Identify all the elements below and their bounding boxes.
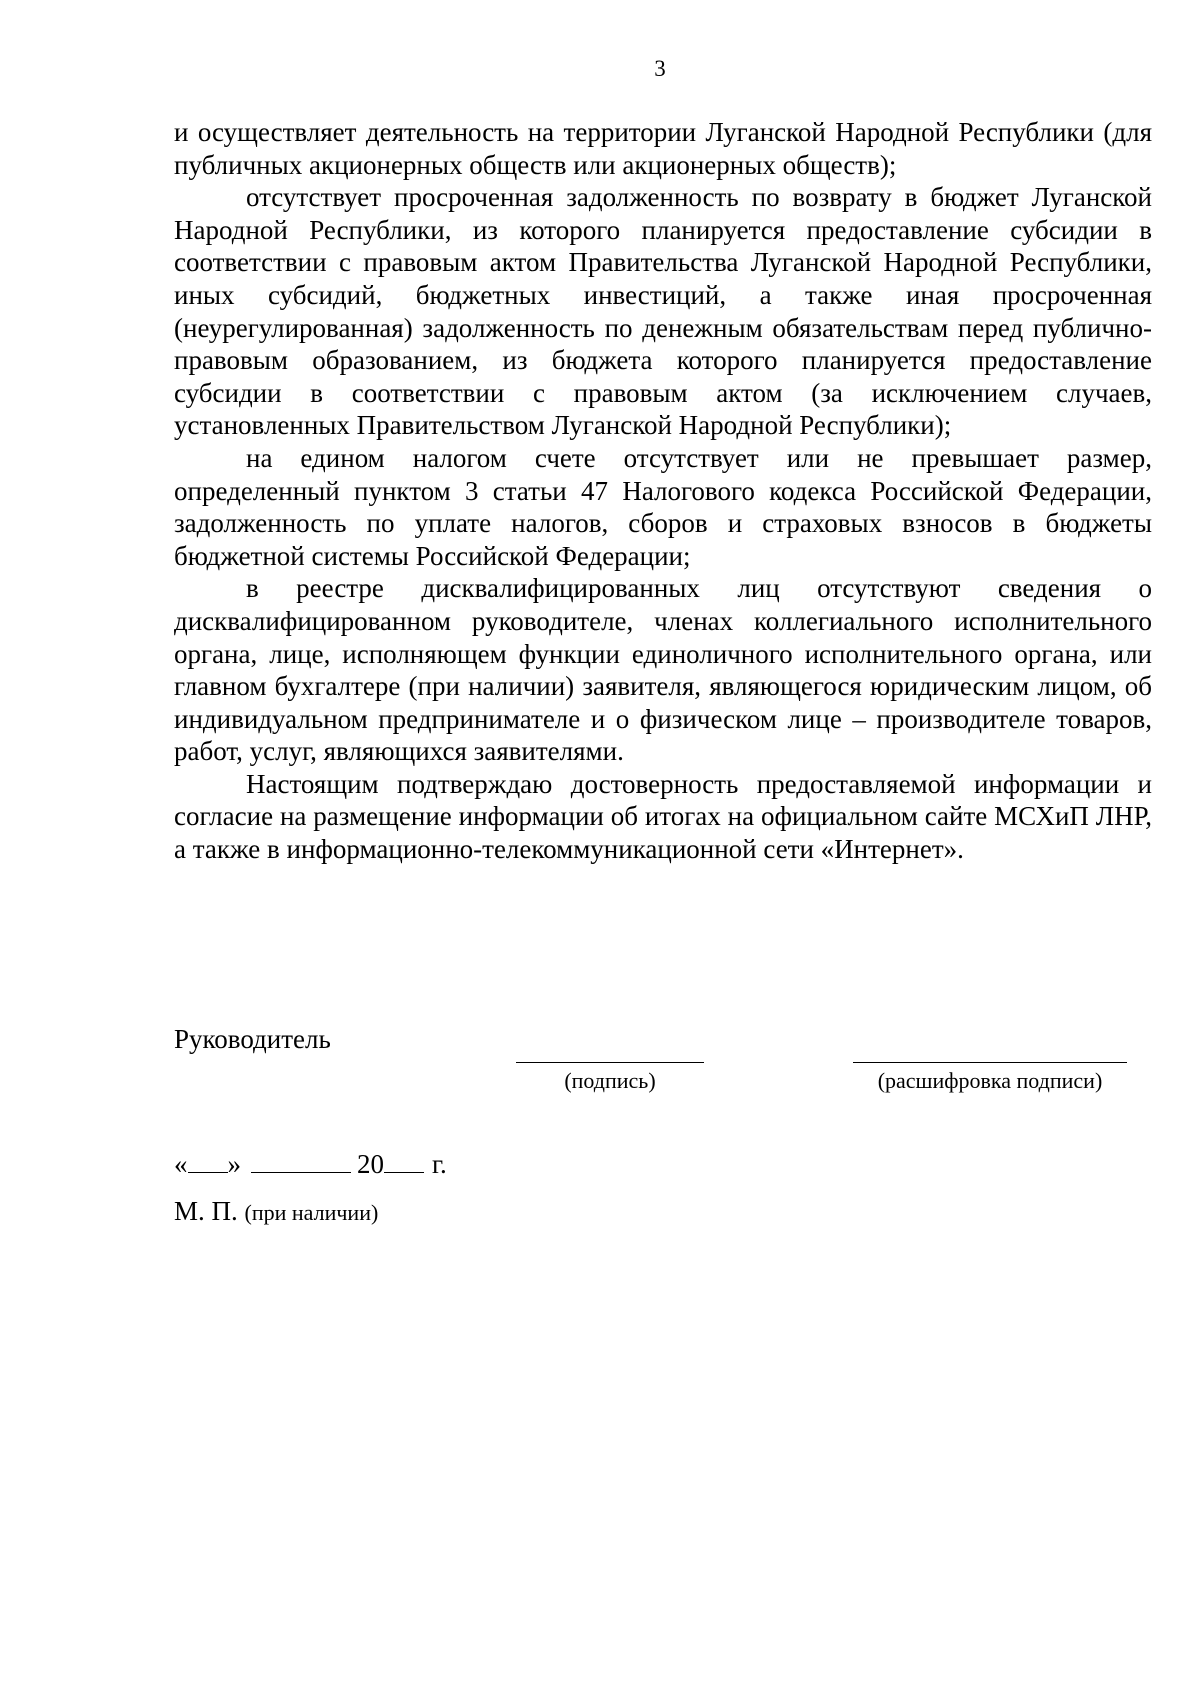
head-label: Руководитель	[174, 1024, 331, 1054]
date-month-blank	[251, 1148, 351, 1173]
signature-decode-line	[853, 1062, 1127, 1063]
date-line	[174, 1148, 447, 1180]
date-year-prefix: 20	[357, 1149, 384, 1179]
paragraph-confirmation: Настоящим подтверждаю достоверность предоставляемой информации и согласие на размещение информации об итогах на официальном сайте МСХиП ЛНР, а также в информационно-телекоммуникационной сети «Интернет».	[174, 768, 1152, 865]
date-year-blank	[384, 1148, 424, 1173]
date-open-quote: «	[174, 1149, 188, 1179]
document-body	[174, 116, 1152, 866]
paragraph-continuation: и осуществляет деятельность на территории Луганской Народной Республики (для публичных акционерных обществ или акционерных обществ);	[174, 117, 1152, 180]
page-number: 3	[654, 56, 666, 81]
signature-line	[516, 1062, 704, 1063]
date-year-suffix: г.	[432, 1149, 447, 1179]
stamp-label: М. П.	[174, 1196, 238, 1226]
date-day-blank	[188, 1148, 228, 1173]
paragraph-tax-account: на едином налогом счете отсутствует или не превышает размер, определенный пунктом 3 статьи 47 Налогового кодекса Российской Федерации, задолженность по уплате налогов, сборов и страховых взносов в бюджеты бюджетной системы Российской Федерации;	[174, 442, 1152, 571]
stamp-place	[174, 1196, 378, 1227]
date-close-quote: »	[227, 1149, 241, 1179]
paragraph-no-overdue-debt: отсутствует просроченная задолженность по возврату в бюджет Луганской Народной Республики, из которого планируется предоставление субсидии в соответствии с правовым актом Правительства Луганской Народной Республики, иных субсидий, бюджетных инвестиций, а также иная просроченная (неурегулированная) задолженность по денежным обязательствам перед публично-правовым образованием, из бюджета которого планируется предоставление субсидии в соответствии с правовым актом (за исключением случаев, установленных Правительством Луганской Народной Республики);	[174, 182, 1152, 441]
signature-decode-caption: (расшифровка подписи)	[877, 1068, 1103, 1093]
stamp-note: (при наличии)	[244, 1200, 379, 1225]
signature-caption: (подпись)	[564, 1068, 656, 1093]
paragraph-disqualified-registry: в реестре дисквалифицированных лиц отсутствуют сведения о дисквалифицированном руководителе, членах коллегиального исполнительного органа, лице, исполняющем функции единоличного исполнительного органа, или главном бухгалтере (при наличии) заявителя, являющегося юридическим лицом, об индивидуальном предпринимателе и о физическом лице – производителе товаров, работ, услуг, являющихся заявителями.	[174, 573, 1152, 767]
